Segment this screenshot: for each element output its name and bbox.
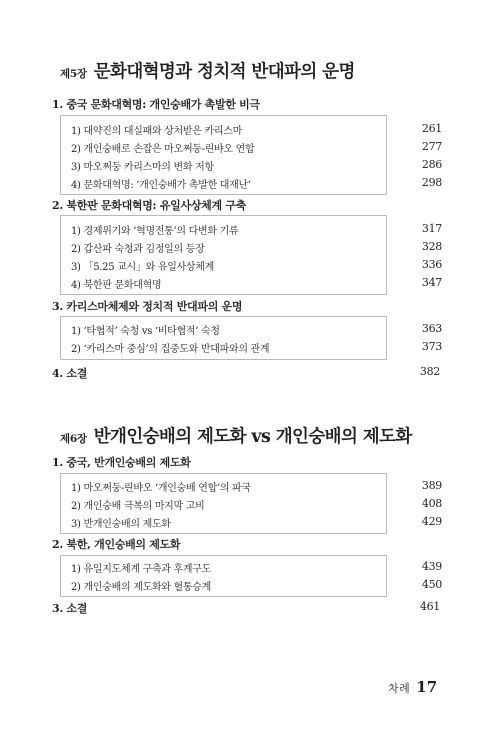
toc-item[interactable]: 3) 「5.25 교시」와 유일사상체계 336	[71, 258, 442, 273]
section-items-box	[60, 473, 442, 534]
toc-item[interactable]: 4) 문화대혁명: ‘개인숭배가 촉발한 대재난’ 298	[71, 176, 442, 191]
toc-item[interactable]: 1) 마오쩌둥-린뱌오 ‘개인숭배 연합’의 파국 389	[71, 479, 442, 494]
chapter-label: 제5장	[60, 68, 87, 80]
chapter-5	[60, 58, 460, 88]
footer-label: 차례	[388, 682, 411, 695]
section-items-box	[60, 555, 442, 597]
toc-item[interactable]: 1) 유일지도체계 구축과 후계구도 439	[71, 560, 442, 575]
section-heading[interactable]: 1. 중국, 반개인숭배의 제도화	[52, 456, 191, 469]
chapter-title: 문화대혁명과 정치적 반대파의 운명	[93, 62, 355, 82]
toc-item[interactable]: 3) 마오쩌둥 카리스마의 변화 저항 286	[71, 158, 442, 173]
chapter-5-heading	[60, 58, 460, 88]
section-items-box	[60, 115, 442, 195]
toc-item[interactable]: 1) 대약진의 대실패와 상처받은 카리스마 261	[71, 122, 442, 137]
toc-item[interactable]: 2) ‘카리스마 중심’의 집중도와 반대파와의 관계 373	[71, 340, 442, 355]
section-heading[interactable]: 2. 북한, 개인숭배의 제도화	[52, 538, 181, 551]
section-heading[interactable]: 4. 소결 382	[52, 365, 440, 380]
toc-item[interactable]: 1) 경제위기와 ‘혁명전통’의 다변화 기류 317	[71, 222, 442, 237]
page-number: 17	[416, 678, 438, 696]
toc-item[interactable]: 2) 개인숭배의 제도화와 혈통승계 450	[71, 578, 442, 593]
chapter-title: 반개인숭배의 제도화 vs 개인숭배의 제도화	[93, 427, 412, 447]
page-footer	[388, 678, 437, 696]
toc-item[interactable]: 2) 갑산파 숙청과 김정일의 등장 328	[71, 240, 442, 255]
section-items-box	[60, 215, 442, 295]
chapter-6-heading	[60, 423, 460, 453]
toc-item[interactable]: 4) 북한판 문화대혁명 347	[71, 276, 442, 291]
section-heading[interactable]: 3. 카리스마체제와 정치적 반대파의 운명	[52, 300, 243, 313]
toc-item[interactable]: 2) 개인숭배 극복의 마지막 고비 408	[71, 497, 442, 512]
chapter-label: 제6장	[60, 433, 87, 445]
section-heading[interactable]: 1. 중국 문화대혁명: 개인숭배가 촉발한 비극	[52, 98, 260, 111]
chapter-6	[60, 423, 460, 453]
section-heading[interactable]: 2. 북한판 문화대혁명: 유일사상체계 구축	[52, 199, 246, 212]
section-items-box	[60, 316, 442, 360]
section-page: 382	[419, 365, 440, 378]
section-heading[interactable]: 3. 소결 461	[52, 600, 440, 615]
toc-item[interactable]: 2) 개인숭배로 손잡은 마오쩌둥-린뱌오 연합 277	[71, 140, 442, 155]
section-page: 461	[419, 600, 440, 613]
toc-item[interactable]: 1) ‘타협적’ 숙청 vs ‘비타협적’ 숙청 363	[71, 322, 442, 337]
toc-item[interactable]: 3) 반개인숭배의 제도화 429	[71, 515, 442, 530]
